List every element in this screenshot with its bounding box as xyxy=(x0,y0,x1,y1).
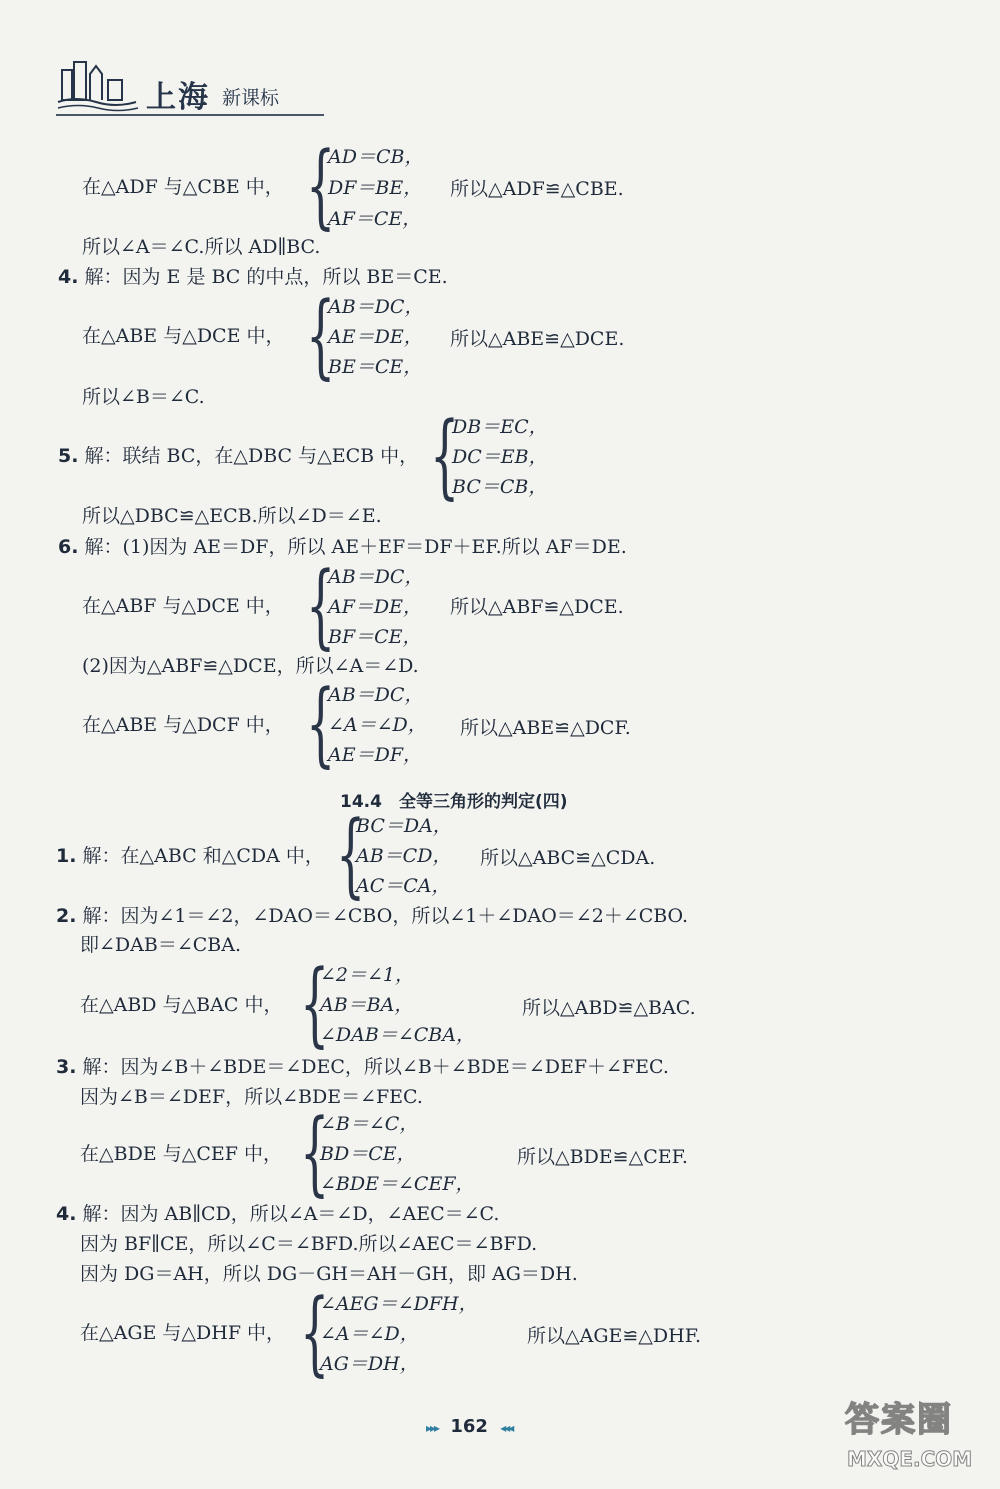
p3-sys-row-1: AD＝CB， xyxy=(328,146,424,168)
q1-sys-row-1: BC＝DA， xyxy=(356,815,452,837)
q3-lead: 在△BDE 与△CEF 中， xyxy=(80,1143,282,1165)
p6-sys2-row-3: AE＝DF， xyxy=(328,744,423,766)
p5-lead-text: 解：联结 BC，在△DBC 与△ECB 中， xyxy=(84,445,419,467)
p6-sys1-row-3: BF＝CE， xyxy=(328,626,422,648)
p3-conclusion: 所以△ADF≌△CBE. xyxy=(450,178,624,200)
q2-text xyxy=(56,907,688,926)
q2-statement: 解：因为∠1＝∠2，∠DAO＝∠CBO，所以∠1＋∠DAO＝∠2＋∠CBO. xyxy=(82,905,689,927)
p3-after: 所以∠A＝∠C.所以 AD∥BC. xyxy=(82,236,321,258)
brand-title: 上海 xyxy=(146,80,210,115)
q1-sys-row-2: AB＝CD， xyxy=(356,845,452,867)
header-rule xyxy=(56,114,324,116)
q4-text-2: 因为 BF∥CE，所以∠C＝∠BFD.所以∠AEC＝∠BFD. xyxy=(80,1233,538,1255)
q3-sys-row-2: BD＝CE， xyxy=(320,1143,416,1165)
p5-lead xyxy=(58,447,418,466)
q3-number: 3. xyxy=(56,1056,77,1078)
p4-sys-row-3: BE＝CE， xyxy=(328,356,423,378)
watermark xyxy=(845,1392,995,1487)
left-brace-icon: { xyxy=(306,670,336,777)
left-brace-icon: { xyxy=(300,1279,330,1386)
watermark-url: MXQE.COM xyxy=(847,1447,973,1471)
q3-text xyxy=(56,1058,669,1077)
q1-number: 1. xyxy=(56,845,77,867)
page-number: 162 xyxy=(450,1416,488,1437)
left-brace-icon: { xyxy=(300,1099,330,1206)
q3-sys-row-1: ∠B＝∠C， xyxy=(320,1113,419,1135)
q1-lead xyxy=(56,847,324,866)
q2-sys-row-3: ∠DAB＝∠CBA， xyxy=(320,1024,475,1046)
q3-statement: 解：因为∠B＋∠BDE＝∠DEC，所以∠B＋∠BDE＝∠DEF＋∠FEC. xyxy=(82,1056,669,1078)
p3-sys-row-3: AF＝CE， xyxy=(328,208,422,230)
left-brace-icon: { xyxy=(306,552,336,659)
p6-lead-2: 在△ABE 与△DCF 中， xyxy=(82,714,284,736)
q2-text-2: 即∠DAB＝∠CBA. xyxy=(80,934,242,956)
p5-after: 所以△DBC≌△ECB.所以∠D＝∠E. xyxy=(82,505,382,527)
p4-text xyxy=(58,268,448,287)
p6-sys2-row-1: AB＝DC， xyxy=(328,684,424,706)
p6-conclusion-1: 所以△ABF≌△DCE. xyxy=(450,596,624,618)
p5-sys-row-3: BC＝CB， xyxy=(452,476,548,498)
q4-text-3: 因为 DG＝AH，所以 DG－GH＝AH－GH，即 AG＝DH. xyxy=(80,1263,578,1285)
p6-sys1-row-2: AF＝DE， xyxy=(328,596,423,618)
p4-conclusion: 所以△ABE≌△DCE. xyxy=(450,328,625,350)
q3-sys-row-3: ∠BDE＝∠CEF， xyxy=(320,1173,475,1195)
p6-conclusion-2: 所以△ABE≌△DCF. xyxy=(460,717,631,739)
q2-conclusion: 所以△ABD≌△BAC. xyxy=(522,997,696,1019)
left-brace-icon: { xyxy=(300,950,330,1057)
p6-number: 6. xyxy=(58,536,79,558)
p4-lead: 在△ABE 与△DCE 中， xyxy=(82,325,285,347)
p4-number: 4. xyxy=(58,266,79,288)
p6-sys1-row-1: AB＝DC， xyxy=(328,566,424,588)
left-brace-icon: { xyxy=(306,282,336,389)
p6-text xyxy=(58,538,627,557)
q4-lead: 在△AGE 与△DHF 中， xyxy=(80,1322,286,1344)
watermark-logo: 答案圈 xyxy=(845,1400,953,1440)
q2-number: 2. xyxy=(56,905,77,927)
section-title: 14.4 全等三角形的判定(四) xyxy=(340,792,568,812)
p6-sys2-row-2: ∠A＝∠D， xyxy=(328,714,427,736)
q4-number: 4. xyxy=(56,1203,77,1225)
brand-subtitle: 新课标 xyxy=(222,87,280,109)
p4-after: 所以∠B＝∠C. xyxy=(82,386,205,408)
q1-conclusion: 所以△ABC≌△CDA. xyxy=(480,847,656,869)
q3-conclusion: 所以△BDE≌△CEF. xyxy=(517,1146,688,1168)
p4-sys-row-2: AE＝DE， xyxy=(328,326,423,348)
p6-text-2: (2)因为△ABF≌△DCE，所以∠A＝∠D. xyxy=(82,655,419,677)
right-arrows-icon: ▸▸▸ xyxy=(426,1421,439,1435)
q2-sys-row-1: ∠2＝∠1， xyxy=(320,964,415,986)
q3-text-2: 因为∠B＝∠DEF，所以∠BDE＝∠FEC. xyxy=(80,1086,423,1108)
page-header xyxy=(50,48,325,123)
q1-sys-row-3: AC＝CA， xyxy=(356,875,451,897)
p3-sys-row-2: DF＝BE， xyxy=(328,177,423,199)
left-arrows-icon: ◂◂◂ xyxy=(500,1421,513,1435)
q2-lead: 在△ABD 与△BAC 中， xyxy=(80,994,283,1016)
p6-lead-1: 在△ABF 与△DCE 中， xyxy=(82,595,284,617)
left-brace-icon: { xyxy=(306,132,336,239)
p6-statement: 解：(1)因为 AE＝DF，所以 AE＋EF＝DF＋EF.所以 AF＝DE. xyxy=(84,536,627,558)
q4-text xyxy=(56,1205,499,1224)
p5-sys-row-1: DB＝EC， xyxy=(452,416,548,438)
left-brace-icon: { xyxy=(336,801,366,908)
q4-sys-row-3: AG＝DH， xyxy=(320,1353,419,1375)
page-footer xyxy=(420,1416,518,1437)
p4-sys-row-1: AB＝DC， xyxy=(328,296,424,318)
q1-lead-text: 解：在△ABC 和△CDA 中， xyxy=(82,845,324,867)
p3-lead: 在△ADF 与△CBE 中， xyxy=(82,176,284,198)
p5-number: 5. xyxy=(58,445,79,467)
q4-statement: 解：因为 AB∥CD，所以∠A＝∠D，∠AEC＝∠C. xyxy=(82,1203,500,1225)
q2-sys-row-2: AB＝BA， xyxy=(320,994,414,1016)
shanghai-skyline-logo xyxy=(56,56,140,114)
p5-sys-row-2: DC＝EB， xyxy=(452,446,548,468)
left-brace-icon: { xyxy=(430,402,460,509)
q4-sys-row-2: ∠A＝∠D， xyxy=(320,1323,419,1345)
p4-statement: 解：因为 E 是 BC 的中点，所以 BE＝CE. xyxy=(84,266,448,288)
q4-sys-row-1: ∠AEG＝∠DFH， xyxy=(320,1293,478,1315)
q4-conclusion: 所以△AGE≌△DHF. xyxy=(527,1325,701,1347)
